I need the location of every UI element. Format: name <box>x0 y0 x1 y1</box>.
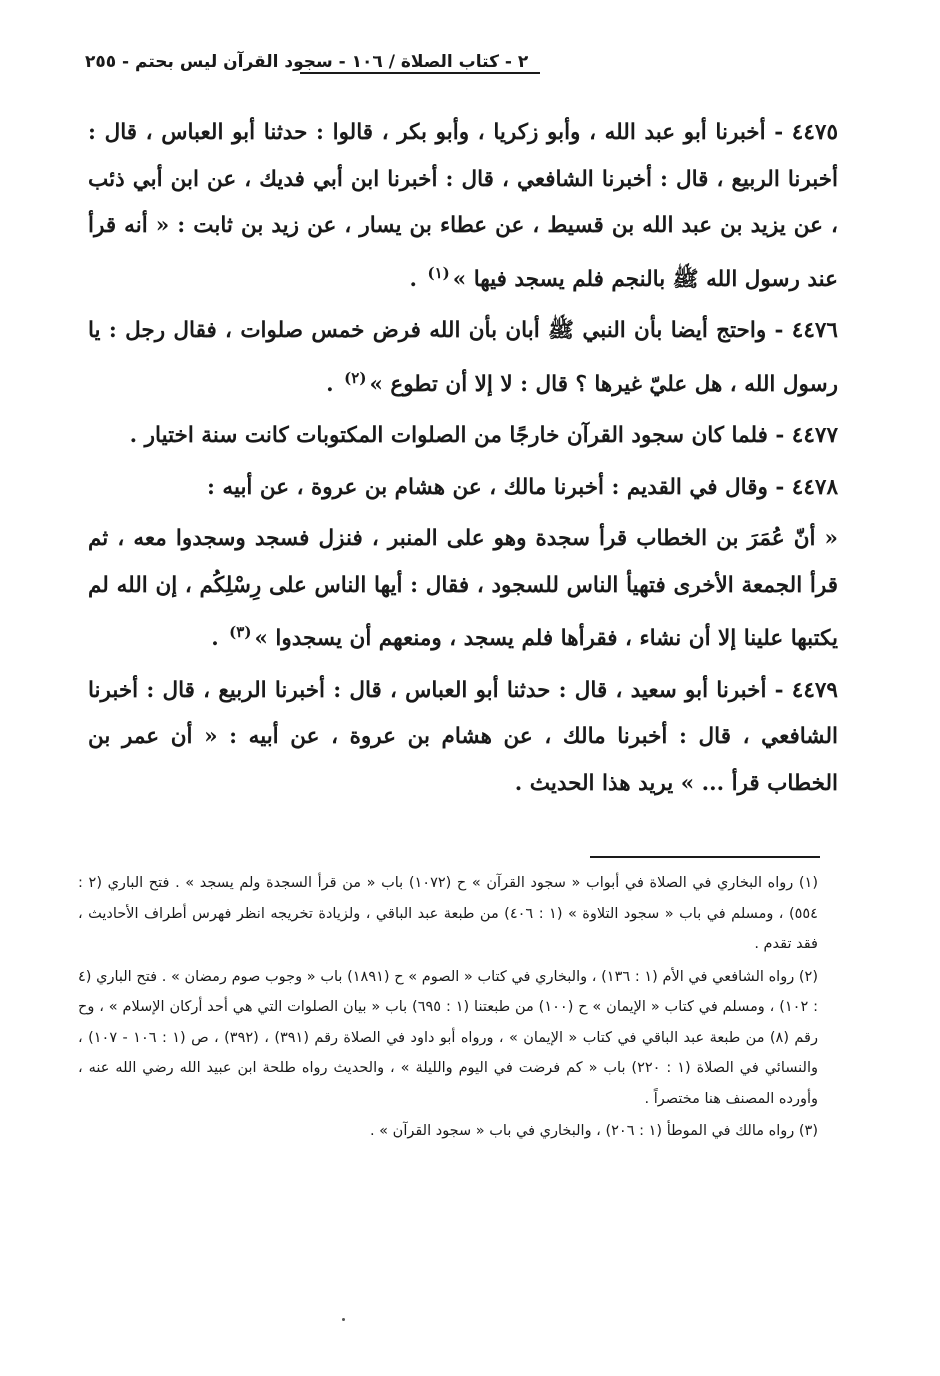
hadith-4475 <box>88 110 838 303</box>
hadith-number: ٤٤٧٩ <box>791 677 838 703</box>
footnote-3: (٣) رواه مالك في الموطأ (١ : ٢٠٦) ، والبخاري في باب « سجود القرآن » . <box>369 1123 818 1139</box>
hadith-4478 <box>88 465 838 512</box>
footnote-2: (٢) رواه الشافعي في الأم (١ : ١٣٦) ، والبخاري في كتاب « الصوم » ح (١٨٩١) باب « وجوب صوم رمضان » . فتح الباري (٤ : ١٠٢) ، ومسلم في كتاب « الإيمان » ح (١٠٠) من طبعتنا (١ : ٦٩٥) باب « بيان الصلوات التي هي أحد أركان الإسلام » ، وح رقم (٨) من طبعة عبد الباقي في كتاب « الإيمان » ، ورواه أبو داود في الصلاة رقم (٣٩١) ، (٣٩٢) ، ص (١ : ١٠٦ - ١٠٧) ، والنسائي في الصلاة (١ : ٢٢٠) باب « كم فرضت في اليوم والليلة » ، والحديث رواه طلحة ابن عبيد الله رضي الله عنه ، وأورده المصنف هنا مختصراً . <box>78 968 818 1107</box>
hadith-text: « أنّ عُمَرَ بن الخطاب قرأ سجدة وهو على المنبر ، فنزل فسجد وسجدوا معه ، ثم قرأ الجمعة الأخرى فتهيأ الناس للسجود ، فقال : أيها الناس على رِسْلِكُم ، إن الله لم يكتبها علينا إلا أن نشاء ، فقرأها فلم يسجد ، ومنعهم أن يسجدوا » <box>88 526 838 651</box>
footnotes <box>78 868 818 1149</box>
hadith-number: ٤٤٧٧ <box>791 423 838 448</box>
hadith-text: - أخبرنا أبو عبد الله ، وأبو زكريا ، وأبو بكر ، قالوا : حدثنا أبو العباس ، قال : أخبرنا الربيع ، قال : أخبرنا الشافعي ، قال : أخبرنا ابن أبي فديك ، عن ابن أبي ذئب ، عن يزيد بن عبد الله بن قسيط ، عن عطاء بن يسار ، عن زيد بن ثابت : « أنه قرأ عند رسول الله ﷺ بالنجم فلم يسجد فيها » <box>88 120 838 292</box>
footnote-ref: (٣) <box>229 623 252 641</box>
hadith-number: ٤٤٧٥ <box>791 120 838 145</box>
header-text: ٢ - كتاب الصلاة / ١٠٦ - سجود القرآن ليس بحتم - ٢٥٥ <box>85 52 529 72</box>
main-text <box>88 110 838 812</box>
hadith-text: - واحتج أيضا بأن النبي ﷺ أبان بأن الله فرض خمس صلوات ، فقال رجل : يا رسول الله ، هل عليّ غيرها ؟ قال : لا إلا أن تطوع » <box>88 318 838 397</box>
end-mark: . <box>326 371 342 397</box>
hadith-text: - أخبرنا أبو سعيد ، قال : حدثنا أبو العباس ، قال : أخبرنا الربيع ، قال : أخبرنا الشافعي ، قال : أخبرنا مالك ، عن هشام بن عروة ، عن أبيه : « أن عمر بن الخطاب قرأ ... » يريد هذا الحديث . <box>88 677 838 796</box>
footnote-1: (١) رواه البخاري في الصلاة في أبواب « سجود القرآن » ح (١٠٧٢) باب « من قرأ السجدة ولم يسجد » . فتح الباري (٢ : ٥٥٤) ، ومسلم في باب « سجود التلاوة » (١ : ٤٠٦) من طبعة عبد الباقي ، ولزيادة تخريجه انظر فهرس أطراف الأحاديث ، فقد تقدم . <box>78 875 818 952</box>
running-header <box>85 52 840 80</box>
hadith-text: - وقال في القديم : أخبرنا مالك ، عن هشام بن عروة ، عن أبيه : <box>207 474 785 500</box>
hadith-4479 <box>88 668 838 808</box>
hadith-4476 <box>88 308 838 408</box>
footnote-ref: (٢) <box>344 368 367 387</box>
header-rule <box>300 72 540 74</box>
hadith-number: ٤٤٧٦ <box>791 318 838 343</box>
hadith-4477 <box>88 413 838 460</box>
end-mark: . <box>409 266 425 292</box>
end-mark: . <box>211 626 227 651</box>
scan-speck <box>342 1318 345 1321</box>
hadith-4478-quote <box>88 516 838 663</box>
hadith-text: - فلما كان سجود القرآن خارجًا من الصلوات المكتوبات كانت سنة اختيار . <box>129 423 785 448</box>
footnote-ref: (١) <box>427 263 450 282</box>
footnote-rule <box>590 856 820 858</box>
hadith-number: ٤٤٧٨ <box>791 474 838 500</box>
